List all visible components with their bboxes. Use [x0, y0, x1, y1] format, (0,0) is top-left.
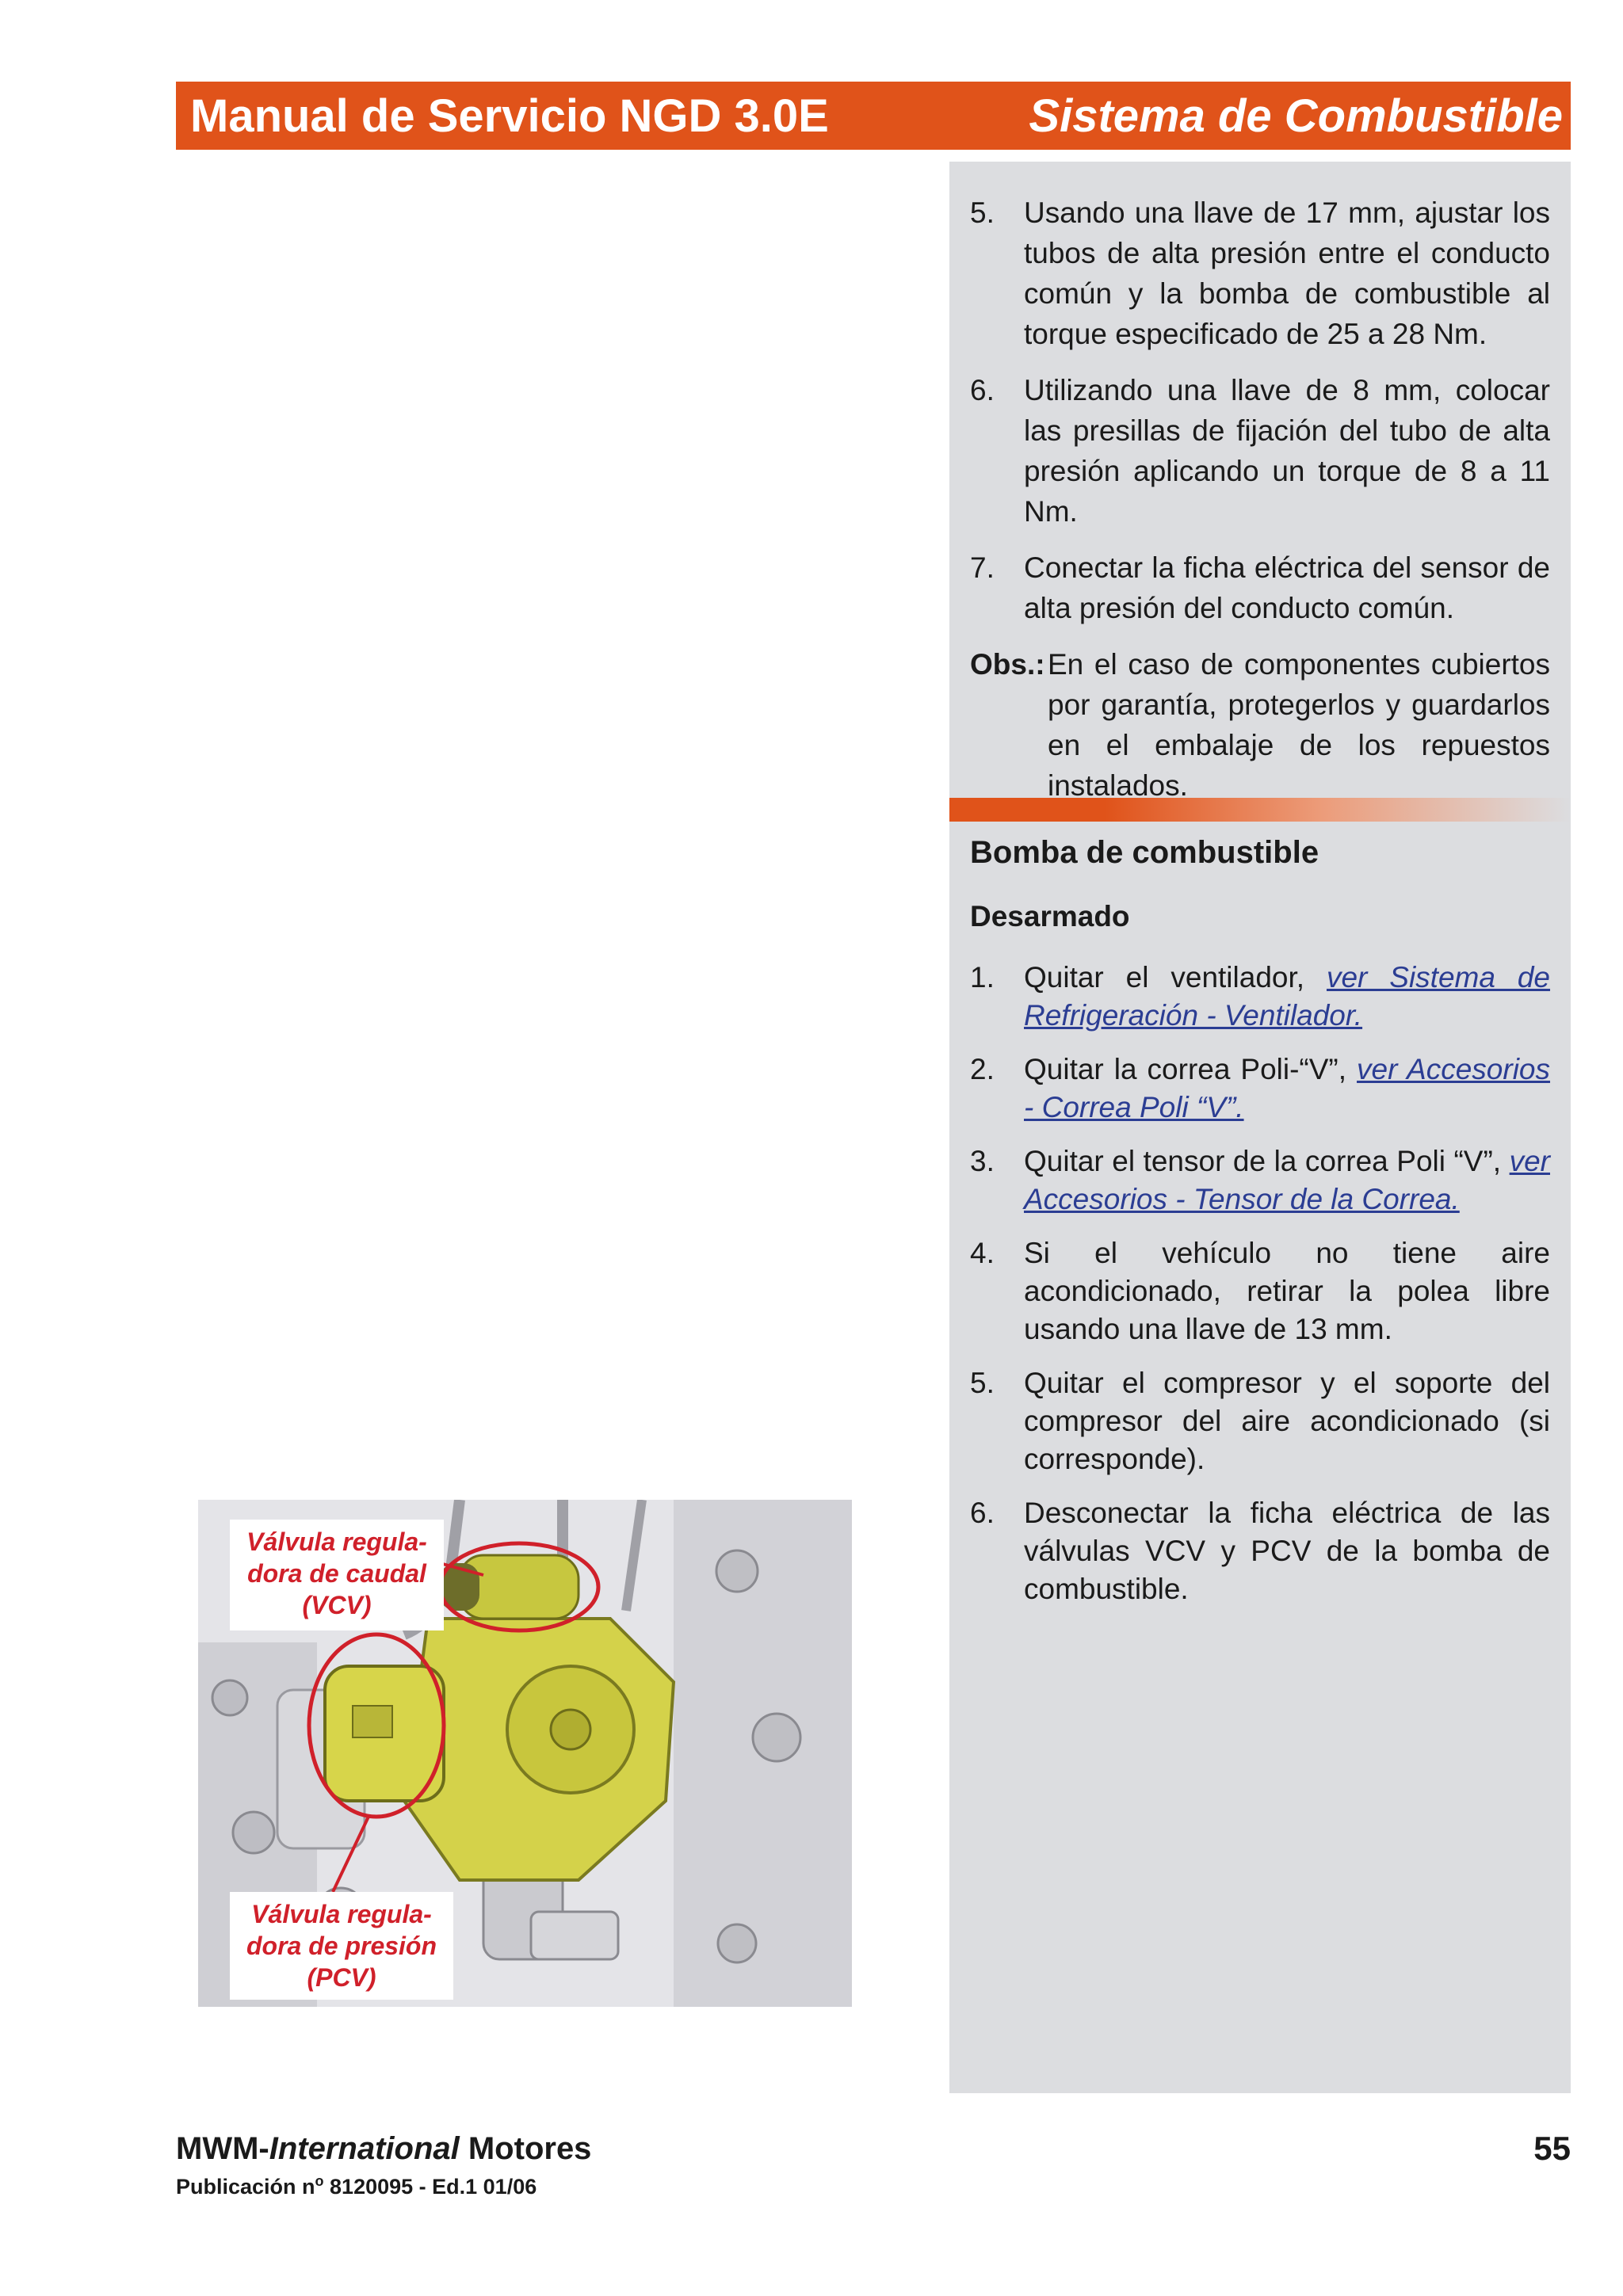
vcv-callout: Válvula regula- dora de caudal (VCV) [230, 1520, 444, 1630]
list-item: 6. Utilizando una llave de 8 mm, colocar las presillas de fijación del tubo de alta presión aplicando un torque de 8 a 11 Nm. [970, 374, 1550, 528]
assembly-steps [970, 193, 1550, 806]
list-item: 3. Quitar el tensor de la correa Poli “V”, ver Accesorios - Tensor de la Correa. [970, 1145, 1550, 1215]
section-heading: Sistema de Combustible [1029, 90, 1563, 142]
link-accesorios-correa[interactable]: ver Accesorios - Correa Poli “V”. [1024, 1053, 1551, 1123]
list-item: 4. Si el vehículo no tiene aire acondicionado, retirar la polea libre usando una llave de 13 mm. [970, 1237, 1550, 1345]
list-item: 6. Desconectar la ficha eléctrica de las válvulas VCV y PCV de la bomba de combustible. [970, 1497, 1550, 1605]
fuel-pump-illustration [198, 1500, 852, 2007]
section-subtitle: Desarmado [970, 900, 1130, 933]
link-accesorios-tensor[interactable]: ver Accesorios - Tensor de la Correa. [1024, 1145, 1550, 1215]
list-item: 5. Quitar el compresor y el soporte del compresor del aire acondicionado (si corresponde). [970, 1367, 1550, 1475]
link-refrigeracion-ventilador[interactable]: ver Sistema de Refrigeración - Ventilador. [1024, 961, 1551, 1032]
manual-title: Manual de Servicio NGD 3.0E [190, 90, 829, 142]
list-item: 5. Usando una llave de 17 mm, ajustar los tubos de alta presión entre el conducto común y la bomba de combustible al torque especificado de 25 a 28 Nm. [970, 196, 1550, 350]
footer-brand: MWM-International Motores [176, 2131, 592, 2166]
pcv-callout: Válvula regula- dora de presión (PCV) [230, 1892, 453, 2000]
section-title: Bomba de combustible [970, 835, 1319, 870]
page-number: 55 [1533, 2130, 1571, 2167]
disassembly-steps [970, 959, 1550, 1624]
header-bar [176, 82, 1571, 150]
list-item: 2. Quitar la correa Poli-“V”, ver Accesorios - Correa Poli “V”. [970, 1053, 1551, 1123]
observation-note: Obs.: En el caso de componentes cubiertos por garantía, protegerlos y guardarlos en el embalaje de los repuestos instalados. [970, 648, 1550, 802]
publication-number: Publicación $n^o$ 8120095 - Ed.1 01/06 [176, 2173, 537, 2199]
list-item: 7. Conectar la ficha eléctrica del sensor de alta presión del conducto común. [970, 551, 1550, 624]
list-item: 1. Quitar el ventilador, ver Sistema de Refrigeración - Ventilador. [970, 961, 1551, 1032]
